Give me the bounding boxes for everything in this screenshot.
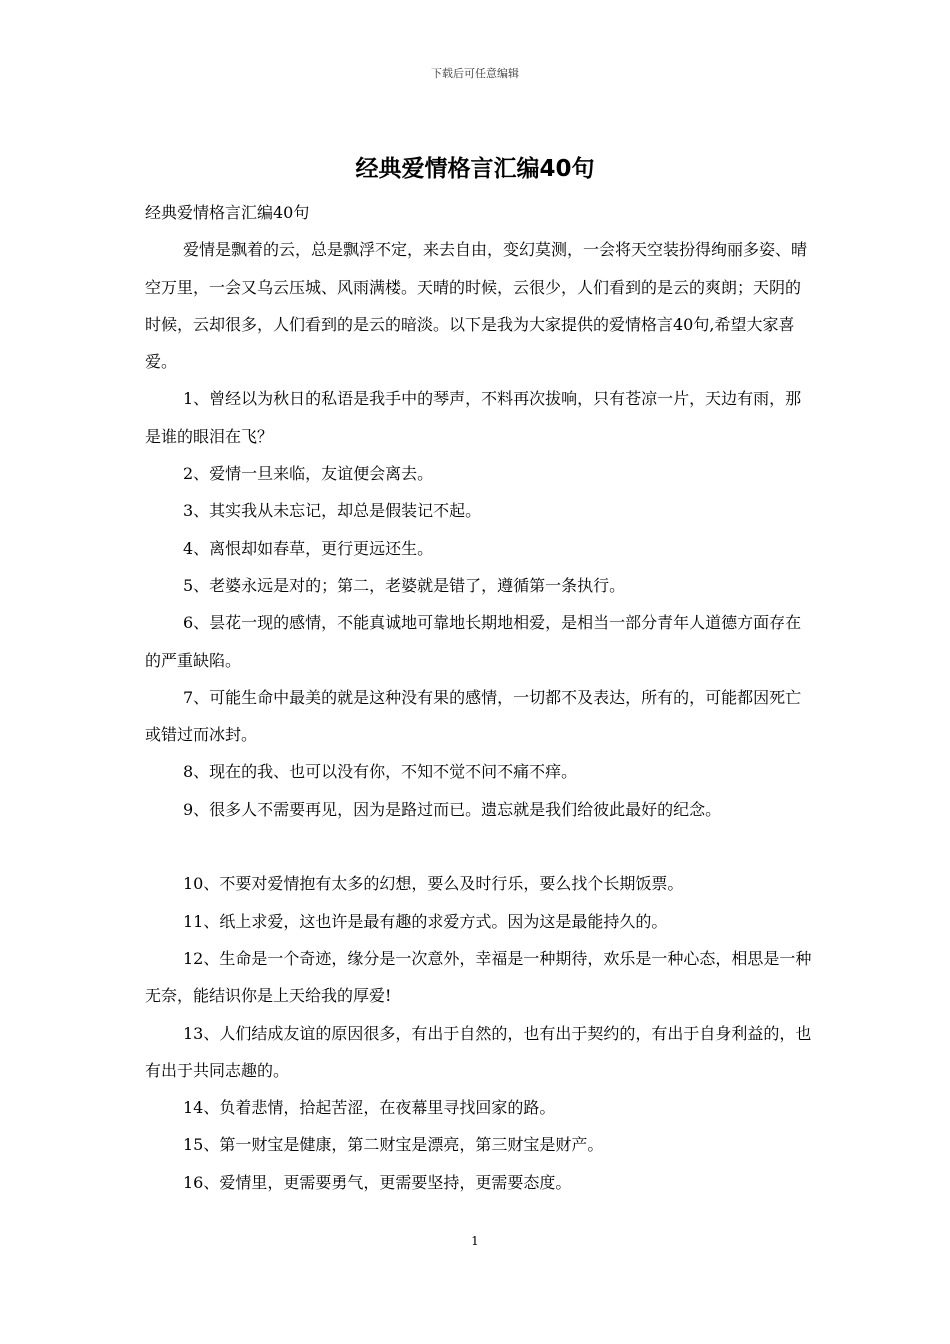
list-item: 5、老婆永远是对的；第二，老婆就是错了，遵循第一条执行。 bbox=[183, 575, 626, 595]
document-title: 经典爱情格言汇编40句 bbox=[355, 156, 595, 182]
list-item: 15、第一财宝是健康，第二财宝是漂亮，第三财宝是财产。 bbox=[183, 1135, 604, 1155]
document-body bbox=[145, 194, 815, 1201]
header-note: 下载后可任意编辑 bbox=[431, 67, 519, 80]
list-item: 2、爱情一旦来临，友谊便会离去。 bbox=[183, 464, 434, 484]
list-item: 12、生命是一个奇迹，缘分是一次意外，幸福是一种期待，欢乐是一种心态，相思是一种无奈，能结识你是上天给我的厚爱! bbox=[145, 948, 812, 1006]
list-item: 13、人们结成友谊的原因很多，有出于自然的，也有出于契约的，有出于自身利益的，也有出于共同志趣的。 bbox=[145, 1023, 812, 1080]
list-item: 1、曾经以为秋日的私语是我手中的琴声，不料再次拔响，只有苍凉一片，天边有雨，那是谁的眼泪在飞？ bbox=[145, 389, 802, 446]
blank-line bbox=[145, 828, 815, 865]
list-item: 4、离恨却如春草，更行更远还生。 bbox=[183, 538, 434, 558]
list-item: 6、昙花一现的感情，不能真诚地可靠地长期地相爱，是相当一部分青年人道德方面存在的严重缺陷。 bbox=[145, 613, 802, 670]
list-item: 14、负着悲情，拾起苦涩，在夜幕里寻找回家的路。 bbox=[183, 1098, 556, 1118]
list-item: 7、可能生命中最美的就是这种没有果的感情，一切都不及表达，所有的，可能都因死亡或错过而冰封。 bbox=[145, 687, 802, 745]
list-item: 3、其实我从未忘记，却总是假装记不起。 bbox=[183, 501, 482, 521]
list-item: 9、很多人不需要再见，因为是路过而已。遗忘就是我们给彼此最好的纪念。 bbox=[183, 799, 722, 819]
list-item: 8、现在的我、也可以没有你，不知不觉不问不痛不痒。 bbox=[183, 762, 578, 782]
list-item: 16、爱情里，更需要勇气，更需要坚持，更需要态度。 bbox=[183, 1172, 572, 1192]
list-item: 11、纸上求爱，这也许是最有趣的求爱方式。因为这是最能持久的。 bbox=[183, 911, 668, 931]
list-item: 10、不要对爱情抱有太多的幻想，要么及时行乐，要么找个长期饭票。 bbox=[183, 874, 684, 894]
intro-paragraph: 爱情是飘着的云，总是飘浮不定，来去自由，变幻莫测，一会将天空装扮得绚丽多姿、晴空万里，一会又乌云压城、风雨满楼。天晴的时候，云很少，人们看到的是云的爽朗；天阴的时候，云却很多，人们看到的是云的暗淡。以下是我为大家提供的爱情格言40句,希望大家喜爱。 bbox=[145, 240, 808, 372]
page-number: 1 bbox=[471, 1234, 479, 1248]
document-subtitle: 经典爱情格言汇编40句 bbox=[145, 203, 310, 222]
